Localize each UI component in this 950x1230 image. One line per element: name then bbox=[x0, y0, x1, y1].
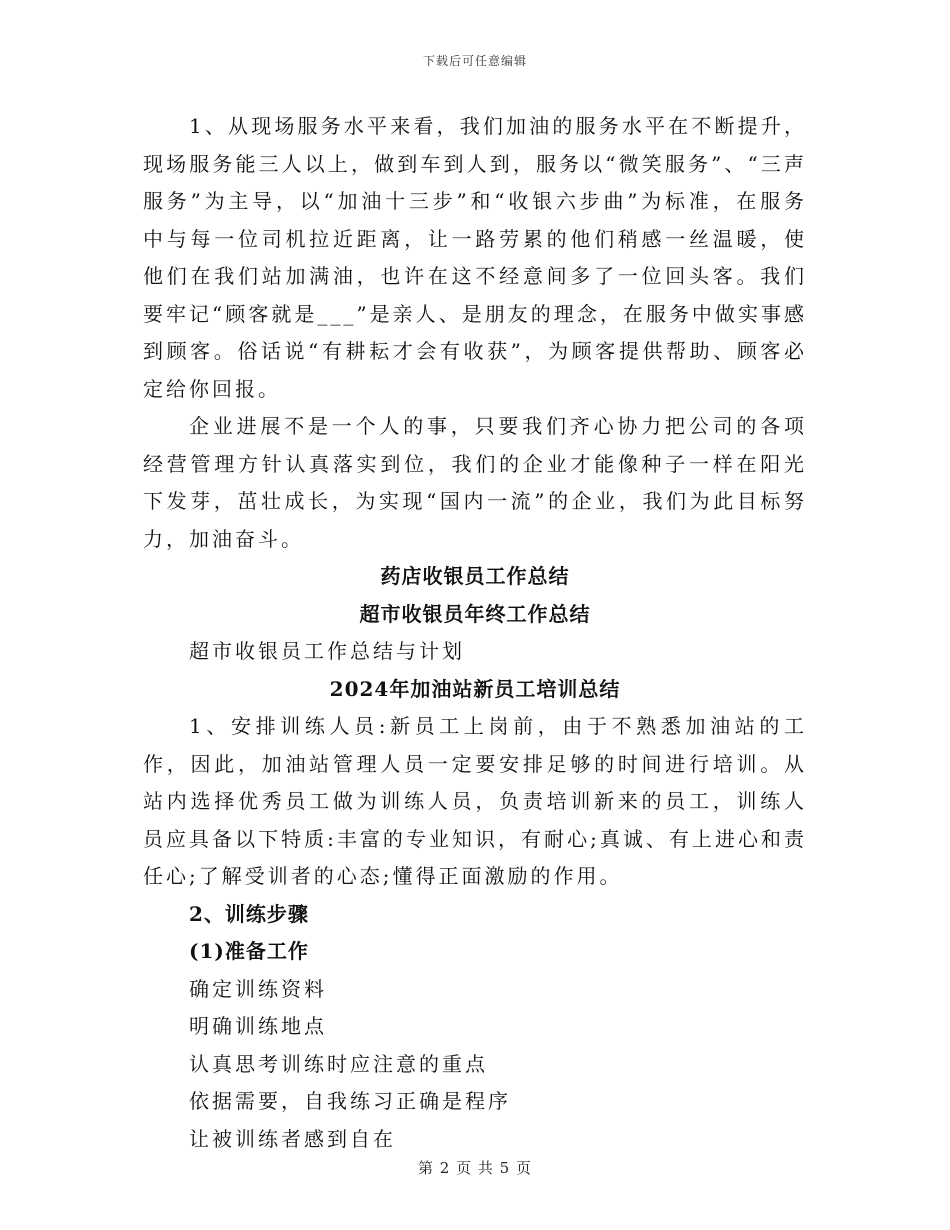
paragraph-service-level: 1、从现场服务水平来看，我们加油的服务水平在不断提升，现场服务能三人以上，做到车到人到，服务以“微笑服务”、“三声服务”为主导，以“加油十三步”和“收银六步曲”为标准，在服务中与每一位司机拉近距离，让一路劳累的他们稍感一丝温暖，使他们在我们站加满油，也许在这不经意间多了一位回头客。我们要牢记“顾客就是___”是亲人、是朋友的理念，在服务中做实事感到顾客。俗话说“有耕耘才会有收获”，为顾客提供帮助、顾客必定给你回报。 bbox=[143, 114, 807, 401]
page-footer: 第 2 页 共 5 页 bbox=[418, 1159, 532, 1177]
paragraph-trainer-arrangement: 1、安排训练人员:新员工上岗前，由于不熟悉加油站的工作，因此，加油站管理人员一定要安排足够的时间进行培训。从站内选择优秀员工做为训练人员，负责培训新来的员工，训练人员应具备以下特质:丰富的专业知识，有耐心;真诚、有上进心和责任心;了解受训者的心态;懂得正面激励的作用。 bbox=[143, 714, 807, 888]
title-pharmacy-cashier: 药店收银员工作总结 bbox=[380, 564, 570, 588]
paragraph-enterprise-development: 企业进展不是一个人的事，只要我们齐心协力把公司的各项经营管理方针认真落实到位，我们的企业才能像种子一样在阳光下发芽，茁壮成长，为实现“国内一流”的企业，我们为此目标努力，加油奋斗。 bbox=[143, 414, 807, 551]
subheading-preparation: (1)准备工作 bbox=[189, 939, 309, 963]
list-item: 让被训练者感到自在 bbox=[189, 1126, 396, 1151]
document-body bbox=[143, 108, 807, 1158]
list-item: 依据需要，自我练习正确是程序 bbox=[189, 1089, 511, 1113]
subheading-training-steps: 2、训练步骤 bbox=[189, 901, 309, 926]
line-supermarket-cashier-plan: 超市收银员工作总结与计划 bbox=[189, 639, 465, 663]
title-supermarket-cashier-annual: 超市收银员年终工作总结 bbox=[359, 601, 591, 626]
list-item: 确定训练资料 bbox=[189, 976, 327, 1001]
page-header: 下载后可任意编辑 bbox=[422, 54, 527, 68]
title-gas-station-training: 2024年加油站新员工培训总结 bbox=[329, 676, 621, 701]
list-item: 明确训练地点 bbox=[189, 1014, 327, 1038]
list-item: 认真思考训练时应注意的重点 bbox=[189, 1051, 488, 1076]
